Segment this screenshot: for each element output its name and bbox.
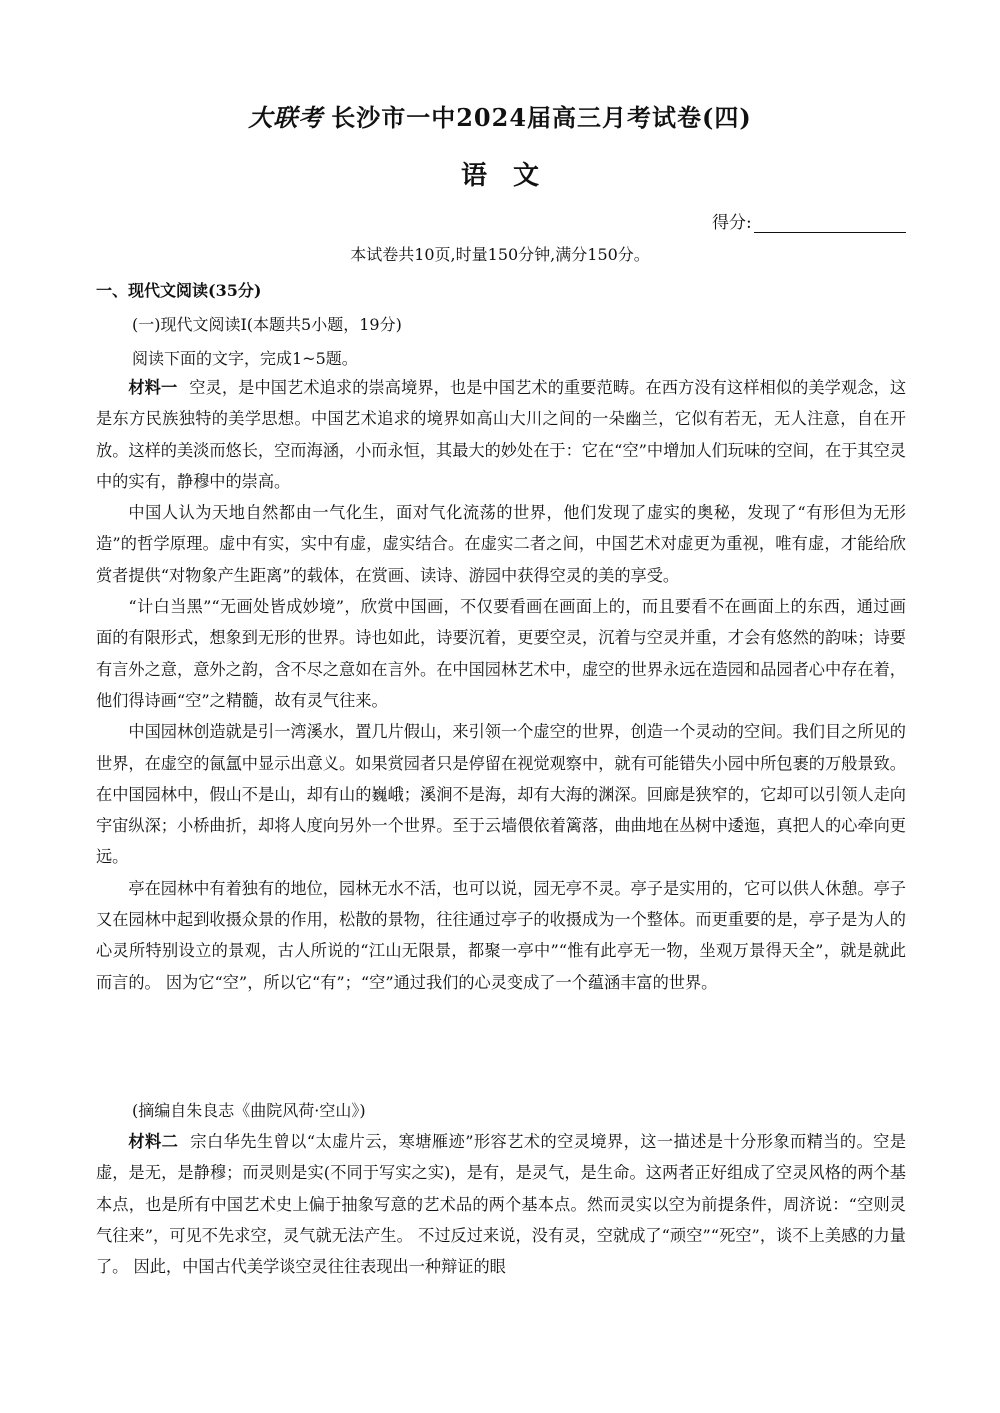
brand-logo-text: 大联考 xyxy=(248,103,324,132)
instruction-text: 阅读下面的文字，完成1~5题。 xyxy=(132,349,358,368)
section-heading: 一、现代文阅读(35分) xyxy=(96,281,262,300)
subject-title: 语 文 xyxy=(460,161,539,191)
exam-info: 本试卷共10页,时量150分钟,满分150分。 xyxy=(350,245,650,264)
material-one-block xyxy=(96,372,906,998)
title-text: 长沙市一中2024届高三月考试卷(四) xyxy=(331,103,752,132)
material-one-label: 材料一 xyxy=(128,378,178,397)
exam-title xyxy=(0,98,1000,133)
material-one-paragraph: 材料一 空灵，是中国艺术追求的崇高境界，也是中国艺术的重要范畴。在西方没有这样相似的美学观念，这是东方民族独特的美学思想。中国艺术追求的境界如高山大川之间的一朵幽兰，它似有若无，无人注意，自在开放。这样的美淡而悠长，空而海涵，小而永恒，其最大的妙处在于：它在“空”中增加人们玩味的空间，在于其空灵中的实有，静穆中的崇高。 xyxy=(96,378,907,491)
score-blank-line[interactable] xyxy=(754,214,906,233)
part-heading: (一)现代文阅读Ⅰ(本题共5小题，19分) xyxy=(132,315,402,334)
score-label: 得分: xyxy=(712,213,752,233)
paragraph: 亭在园林中有着独有的地位，园林无水不活，也可以说，园无亭不灵。亭子是实用的，它可以供人休憩。亭子又在园林中起到收摄众景的作用，松散的景物，往往通过亭子的收摄成为一个整体。而更重要的是，亭子是为人的心灵所特别设立的景观，古人所说的“江山无限景，都聚一亭中”“惟有此亭无一物，坐观万景得天全”，就是就此而言的。 因为它“空”，所以它“有”；“空”通过我们的心灵变成了一个蕴涵丰富的世界。 xyxy=(96,878,906,992)
material-two-block xyxy=(96,1126,906,1282)
material-two-paragraph: 材料二 宗白华先生曾以“太虚片云，寒塘雁迹”形容艺术的空灵境界，这一描述是十分形象而精当的。空是虚，是无，是静穆；而灵则是实(不同于写实之实)，是有，是灵气，是生命。这两者正好组成了空灵风格的两个基本点，也是所有中国艺术史上偏于抽象写意的艺术品的两个基本点。然而灵实以空为前提条件，周济说：“空则灵气往来”，可见不先求空，灵气就无法产生。 不过反过来说，没有灵，空就成了“顽空”“死空”，谈不上美感的力量了。 因此，中国古代美学谈空灵往往表现出一种辩证的眼 xyxy=(96,1132,907,1277)
paragraph: 中国园林创造就是引一湾溪水，置几片假山，来引领一个虚空的世界，创造一个灵动的空间。我们目之所见的世界，在虚空的氤氲中显示出意义。如果赏园者只是停留在视觉观察中，就有可能错失小园中所包裹的万般景致。在中国园林中，假山不是山，却有山的巍峨；溪涧不是海，却有大海的渊深。回廊是狭窄的，它却可以引领人走向宇宙纵深；小桥曲折，却将人度向另外一个世界。至于云墙偎依着篱落，曲曲地在丛树中逶迤，真把人的心牵向更远。 xyxy=(96,722,906,867)
score-field xyxy=(712,208,906,233)
source-citation: (摘编自朱良志《曲院风荷·空山》) xyxy=(132,1101,366,1120)
paragraph: “计白当黑”“无画处皆成妙境”，欣赏中国画，不仅要看画在画面上的，而且要看不在画面上的东西，通过画面的有限形式，想象到无形的世界。诗也如此，诗要沉着，更要空灵，沉着与空灵并重，才会有悠然的韵味；诗要有言外之意，意外之韵，含不尽之意如在言外。在中国园林艺术中，虚空的世界永远在造园和品园者心中存在着，他们得诗画“空”之精髓，故有灵气往来。 xyxy=(96,597,906,710)
material-two-label: 材料二 xyxy=(128,1132,179,1151)
paragraph: 中国人认为天地自然都由一气化生，面对气化流荡的世界，他们发现了虚实的奥秘，发现了“有形但为无形造”的哲学原理。虚中有实，实中有虚，虚实结合。在虚实二者之间，中国艺术对虚更为重视，唯有虚，才能给欣赏者提供“对物象产生距离”的载体，在赏画、读诗、游园中获得空灵的美的享受。 xyxy=(96,503,906,585)
